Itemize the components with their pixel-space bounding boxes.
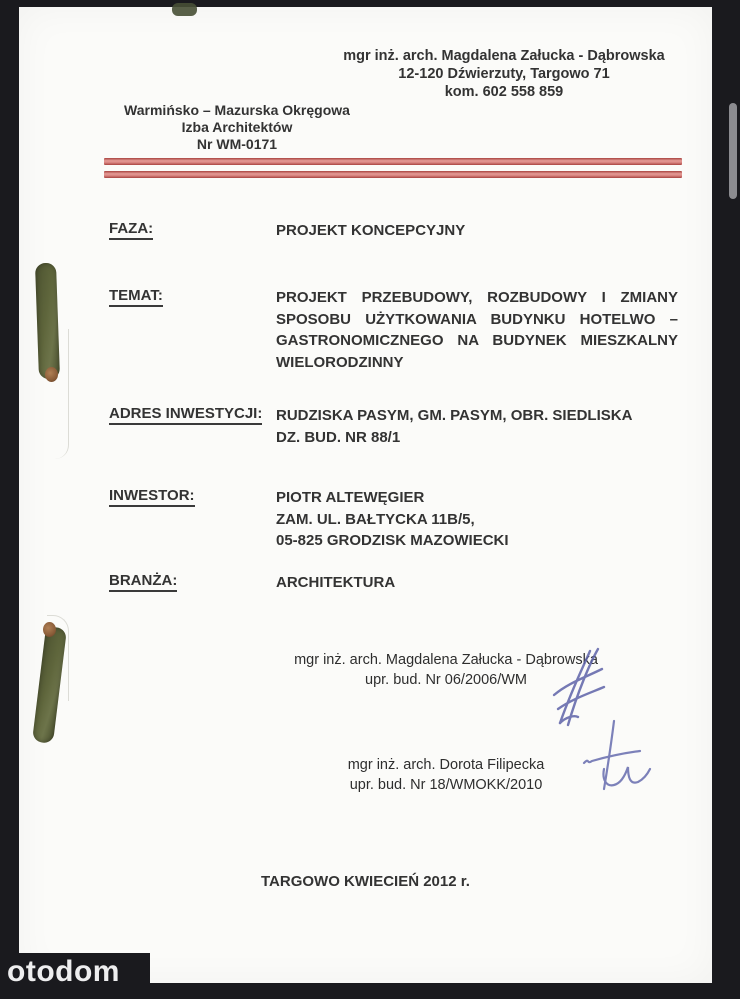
field-row-inwestor — [109, 487, 701, 552]
field-label: BRANŻA: — [109, 572, 276, 589]
handwritten-signature-filipecka — [562, 719, 654, 803]
signer-name: mgr inż. arch. Dorota Filipecka — [347, 757, 545, 773]
watermark: otodom — [7, 955, 120, 988]
field-label: INWESTOR: — [109, 487, 276, 504]
field-value: PROJEKT PRZEBUDOWY, ROZBUDOWY I ZMIANY SPOSOBU UŻYTKOWANIA BUDYNKU HOTELWO – GASTRONOMICZNEGO NA BUDYNEK MIESZKALNY WIELORODZINNY — [276, 289, 678, 371]
architect-phone: kom. 602 558 859 — [444, 84, 564, 100]
chamber-block — [107, 102, 367, 153]
document-date: TARGOWO KWIECIEŃ 2012 r. — [261, 873, 470, 890]
scan-smudge — [172, 3, 197, 16]
field-label: TEMAT: — [109, 287, 276, 304]
architect-contact-block — [339, 47, 669, 101]
field-value: RUDZISKA PASYM, GM. PASYM, OBR. SIEDLISKA DZ. BUD. NR 88/1 — [276, 407, 633, 446]
field-label: ADRES INWESTYCJI: — [109, 405, 276, 422]
red-stripe — [104, 171, 682, 178]
signer-name: mgr inż. arch. Magdalena Załucka - Dąbrowska — [294, 652, 598, 668]
architect-address: 12-120 Dźwierzuty, Targowo 71 — [398, 66, 610, 82]
architect-name: mgr inż. arch. Magdalena Załucka - Dąbrowska — [343, 48, 665, 64]
scrollbar-thumb[interactable] — [729, 103, 737, 199]
field-row-faza — [109, 220, 701, 242]
paper-crease — [47, 329, 69, 459]
field-row-temat — [109, 287, 701, 373]
red-divider-stripes — [104, 158, 682, 184]
field-row-adres — [109, 405, 701, 448]
signer-license: upr. bud. Nr 06/2006/WM — [365, 672, 527, 688]
chamber-name-line2: Izba Architektów — [181, 119, 293, 135]
red-stripe — [104, 158, 682, 165]
handwritten-signature-zalucka — [544, 647, 616, 729]
signer-license: upr. bud. Nr 18/WMOKK/2010 — [349, 777, 543, 793]
field-row-branza — [109, 572, 701, 594]
field-value: PIOTR ALTEWĘGIER ZAM. UL. BAŁTYCKA 11B/5, 05-825 GRODZISK MAZOWIECKI — [276, 489, 509, 549]
field-label: FAZA: — [109, 220, 276, 237]
paper-crease — [47, 615, 69, 701]
field-value: ARCHITEKTURA — [276, 574, 396, 591]
chamber-number: Nr WM-0171 — [196, 136, 278, 152]
document-page — [19, 7, 712, 983]
field-value: PROJEKT KONCEPCYJNY — [276, 222, 466, 239]
chamber-name-line1: Warmińsko – Mazurska Okręgowa — [124, 102, 350, 118]
